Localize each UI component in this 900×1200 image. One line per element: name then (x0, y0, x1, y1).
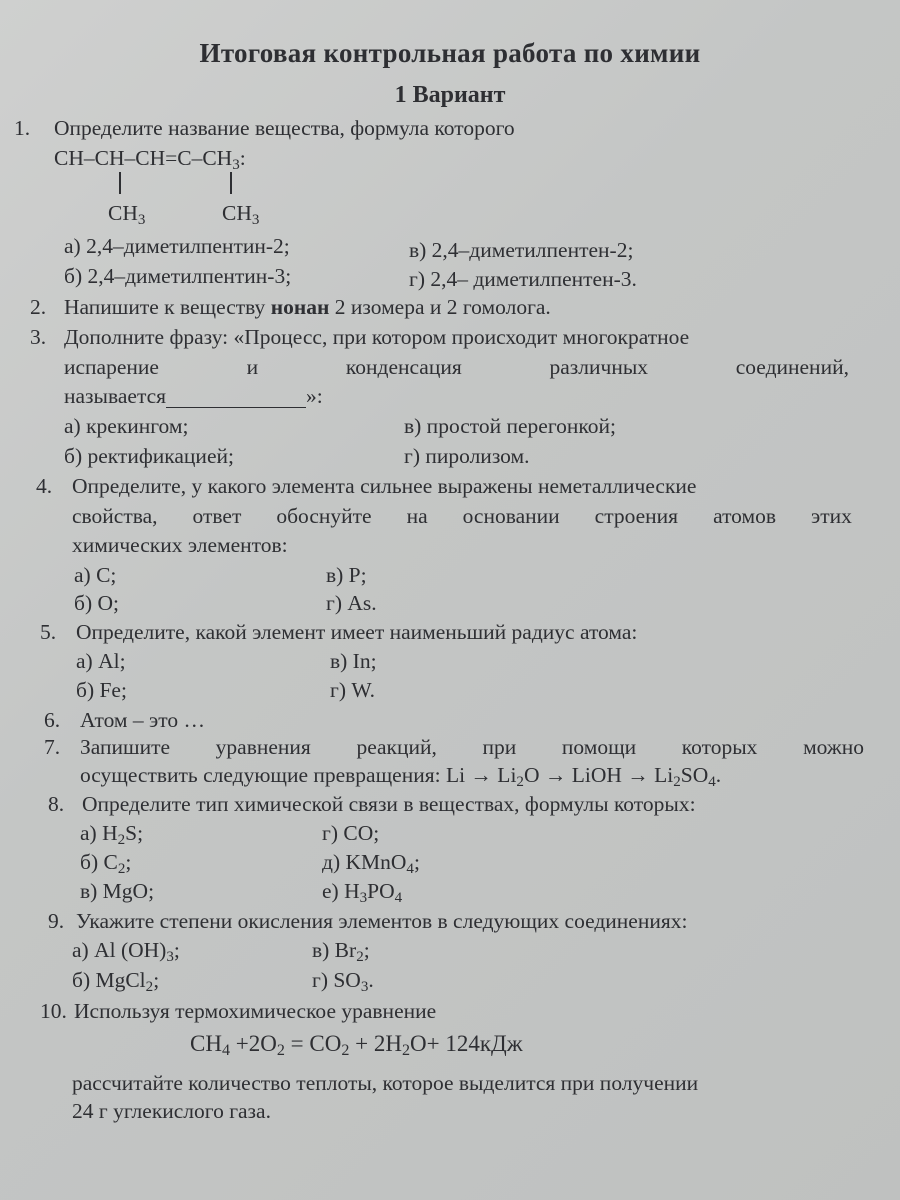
q5-option-v: в) In; (330, 649, 377, 673)
q4-option-v: в) P; (326, 563, 367, 587)
q4-line2: свойства, ответ обоснуйте на основании строения атомов этих (72, 504, 852, 528)
q10-line4: 24 г углекислого газа. (72, 1099, 271, 1123)
q10-text: 10. Используя термохимическое уравнение (40, 999, 437, 1023)
q3-option-g: г) пиролизом. (404, 444, 530, 468)
q8-text: 8. Определите тип химической связи в веществах, формулы которых: (48, 792, 696, 816)
q4-line3: химических элементов: (72, 533, 288, 557)
q3-line3: называется »: (64, 384, 323, 408)
q4-option-a: а) C; (74, 563, 117, 587)
q2-text: 2. Напишите к веществу нонан 2 изомера и 2 гомолога. (30, 295, 551, 319)
q1-substituent-right: $CH_3$ (222, 201, 260, 228)
q8-option-v: в) MgO; (80, 879, 155, 903)
q1-option-g: г) 2,4– диметилпентен-3. (409, 267, 637, 291)
q4-option-b: б) O; (74, 591, 119, 615)
q3-line2: испарение и конденсация различных соединений, (64, 355, 849, 379)
q8-option-a: а) $H_2S$; (80, 821, 144, 848)
q3-line1: 3. Дополните фразу: «Процесс, при котором происходит многократное (30, 325, 690, 349)
q1-option-a: а) 2,4–диметилпентин-2; (64, 234, 290, 258)
q5-option-a: а) Al; (76, 649, 126, 673)
q8-option-d: д) KMnO$_4$; (322, 850, 420, 877)
q5-option-g: г) W. (330, 678, 376, 702)
q9-option-b: б) MgCl$_2$; (72, 968, 160, 995)
q3-option-v: в) простой перегонкой; (404, 414, 616, 438)
variant-label: 1 Вариант (394, 82, 506, 108)
page-title: Итоговая контрольная работа по химии (199, 38, 701, 68)
q9-option-v: в) $Br_2$; (312, 938, 370, 965)
q1-option-b: б) 2,4–диметилпентин-3; (64, 264, 292, 288)
q4-line1: 4. Определите, у какого элемента сильнее выражены неметаллические (36, 474, 697, 498)
q3-option-b: б) ректификацией; (64, 444, 234, 468)
q8-option-b: б) $C_2$; (80, 850, 132, 877)
bond-line-left (119, 172, 121, 194)
q7-line1: 7. Запишите уравнения реакций, при помощи которых можно (44, 735, 864, 759)
q10-equation: $CH_4 +2O_2 = CO_2 + 2H_2O+ 124кДж$ (190, 1031, 523, 1060)
q1-formula: $CH-CH-CH=C-CH_3$: (54, 146, 246, 173)
q4-option-g: г) As. (326, 591, 377, 615)
q1-text: 1. Определите название вещества, формула которого (14, 116, 515, 140)
q10-line3: рассчитайте количество теплоты, которое выделится при получении (72, 1071, 699, 1095)
answer-blank (166, 389, 306, 408)
q9-text: 9. Укажите степени окисления элементов в следующих соединениях: (48, 909, 688, 933)
q9-option-g: г) $SO_3$. (312, 968, 374, 995)
q5-text: 5. Определите, какой элемент имеет наименьший радиус атома: (40, 620, 638, 644)
q9-option-a: а) Al $(OH)_3$; (72, 938, 180, 965)
q5-option-b: б) Fe; (76, 678, 127, 702)
q8-option-e: е) $H_3PO_4$ (322, 879, 403, 906)
bond-line-right (230, 172, 232, 194)
q1-substituent-left: $CH_3$ (108, 201, 146, 228)
q3-option-a: а) крекингом; (64, 414, 189, 438)
q7-line2: осуществить следующие превращения: $Li \to Li_2O$ → LiOH → $Li_2SO_4$. (80, 763, 722, 790)
q8-option-g: г) CO; (322, 821, 380, 845)
q6-text: 6. Атом – это … (44, 708, 205, 732)
q1-option-v: в) 2,4–диметилпентен-2; (409, 238, 634, 262)
